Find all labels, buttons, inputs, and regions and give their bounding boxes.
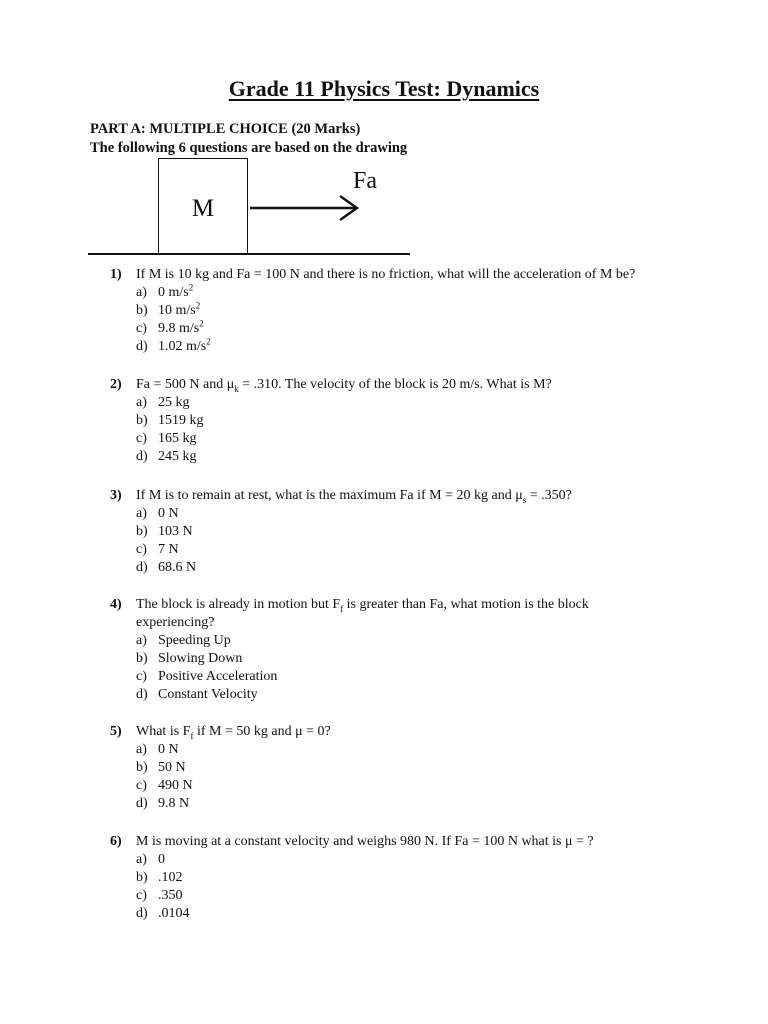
- option-text: 245 kg: [158, 449, 197, 464]
- mass-label: M: [191, 195, 215, 222]
- option-letter: b): [136, 651, 148, 666]
- option-text: Positive Acceleration: [158, 669, 278, 684]
- option-a: [110, 741, 331, 759]
- question-number: 1): [110, 267, 122, 282]
- option-letter: c): [136, 431, 147, 446]
- option-letter: c): [136, 778, 147, 793]
- option-a: [110, 284, 635, 302]
- subscript: f: [340, 603, 344, 614]
- option-c: [110, 887, 594, 905]
- question-5: [110, 723, 331, 813]
- option-a: [110, 632, 589, 650]
- option-text: 0: [158, 852, 165, 867]
- question-text-cont: = .350?: [526, 488, 572, 503]
- option-d: [110, 448, 552, 466]
- force-label: Fa: [353, 168, 377, 194]
- option-d: [110, 338, 635, 356]
- question-text: Fa = 500 N and μ: [136, 377, 235, 392]
- option-letter: a): [136, 395, 147, 410]
- option-letter: d): [136, 449, 148, 464]
- question-stem: [110, 723, 331, 741]
- option-text: 0 m/s: [158, 285, 189, 300]
- option-letter: c): [136, 669, 147, 684]
- question-4: [110, 596, 589, 704]
- option-letter: d): [136, 339, 148, 354]
- mass-block: [158, 158, 248, 254]
- option-text: 0 N: [158, 742, 179, 757]
- option-text: 1.02 m/s: [158, 339, 207, 354]
- option-letter: a): [136, 633, 147, 648]
- option-letter: a): [136, 285, 147, 300]
- option-letter: b): [136, 303, 148, 318]
- question-1: [110, 266, 635, 356]
- question-number: 5): [110, 724, 122, 739]
- option-letter: c): [136, 888, 147, 903]
- part-subheading: The following 6 questions are based on the drawing: [90, 140, 408, 156]
- question-stem: [110, 596, 589, 632]
- question-stem: [110, 487, 572, 505]
- option-text: Speeding Up: [158, 633, 231, 648]
- option-d: [110, 905, 594, 923]
- option-letter: a): [136, 852, 147, 867]
- question-text: The block is already in motion but F: [136, 597, 341, 612]
- question-text-line2: experiencing?: [136, 615, 215, 630]
- question-number: 6): [110, 834, 122, 849]
- option-text: 50 N: [158, 760, 186, 775]
- option-text: 165 kg: [158, 431, 197, 446]
- option-b: [110, 523, 572, 541]
- option-d: [110, 559, 572, 577]
- option-b: [110, 650, 589, 668]
- exponent: 2: [199, 318, 204, 329]
- option-d: [110, 795, 331, 813]
- option-b: [110, 759, 331, 777]
- exponent: 2: [188, 282, 194, 293]
- option-letter: d): [136, 560, 148, 575]
- option-text: 9.8 m/s: [158, 321, 200, 336]
- ground-line: [88, 253, 410, 255]
- part-heading: PART A: MULTIPLE CHOICE (20 Marks): [90, 121, 361, 137]
- option-letter: a): [136, 506, 147, 521]
- question-number: 3): [110, 488, 122, 503]
- question-text-cont: if M = 50 kg and μ = 0?: [193, 724, 331, 739]
- force-arrow-icon: [248, 190, 362, 226]
- subscript: f: [190, 730, 194, 741]
- option-text: 103 N: [158, 524, 193, 539]
- question-stem: [110, 376, 552, 394]
- option-letter: d): [136, 687, 148, 702]
- question-text: M is moving at a constant velocity and weighs 980 N. If Fa = 100 N what is μ = ?: [136, 834, 594, 849]
- option-text: 10 m/s: [158, 303, 196, 318]
- test-title: [0, 76, 768, 102]
- option-text: 68.6 N: [158, 560, 197, 575]
- option-c: [110, 320, 635, 338]
- option-text: 9.8 N: [158, 796, 190, 811]
- option-text: 0 N: [158, 506, 179, 521]
- option-letter: c): [136, 321, 147, 336]
- option-a: [110, 394, 552, 412]
- question-text: If M is to remain at rest, what is the maximum Fa if M = 20 kg and μ: [136, 488, 523, 503]
- option-a: [110, 851, 594, 869]
- exponent: 2: [195, 300, 201, 311]
- question-3: [110, 487, 572, 577]
- option-c: [110, 541, 572, 559]
- option-letter: b): [136, 870, 148, 885]
- question-6: [110, 833, 594, 923]
- part-a-header: [90, 120, 407, 158]
- option-b: [110, 412, 552, 430]
- exponent: 2: [206, 336, 211, 347]
- option-letter: d): [136, 906, 148, 921]
- option-text: .350: [158, 888, 183, 903]
- question-text-cont: is greater than Fa, what motion is the block: [343, 597, 589, 612]
- option-letter: d): [136, 796, 148, 811]
- option-text: Constant Velocity: [158, 687, 258, 702]
- force-diagram: [88, 156, 418, 260]
- option-letter: a): [136, 742, 147, 757]
- option-text: 490 N: [158, 778, 193, 793]
- option-c: [110, 777, 331, 795]
- option-text: 25 kg: [158, 395, 190, 410]
- option-text: 1519 kg: [158, 413, 204, 428]
- question-2: [110, 376, 552, 466]
- subscript: k: [234, 383, 239, 394]
- option-c: [110, 430, 552, 448]
- option-d: [110, 686, 589, 704]
- subscript: s: [522, 494, 527, 505]
- option-b: [110, 869, 594, 887]
- question-number: 4): [110, 597, 122, 612]
- question-stem: [110, 266, 635, 284]
- option-letter: b): [136, 524, 148, 539]
- question-stem: [110, 833, 594, 851]
- option-letter: c): [136, 542, 147, 557]
- option-text: .0104: [158, 906, 190, 921]
- option-text: .102: [158, 870, 183, 885]
- question-number: 2): [110, 377, 122, 392]
- question-text: If M is 10 kg and Fa = 100 N and there is no friction, what will the acceleration of M be?: [136, 267, 636, 282]
- option-text: 7 N: [158, 542, 179, 557]
- option-text: Slowing Down: [158, 651, 243, 666]
- option-b: [110, 302, 635, 320]
- option-letter: b): [136, 413, 148, 428]
- question-text-cont: = .310. The velocity of the block is 20 m/s. What is M?: [238, 377, 552, 392]
- test-title-text: Grade 11 Physics Test: Dynamics: [228, 76, 540, 101]
- option-a: [110, 505, 572, 523]
- option-letter: b): [136, 760, 148, 775]
- option-c: [110, 668, 589, 686]
- question-text: What is F: [136, 724, 191, 739]
